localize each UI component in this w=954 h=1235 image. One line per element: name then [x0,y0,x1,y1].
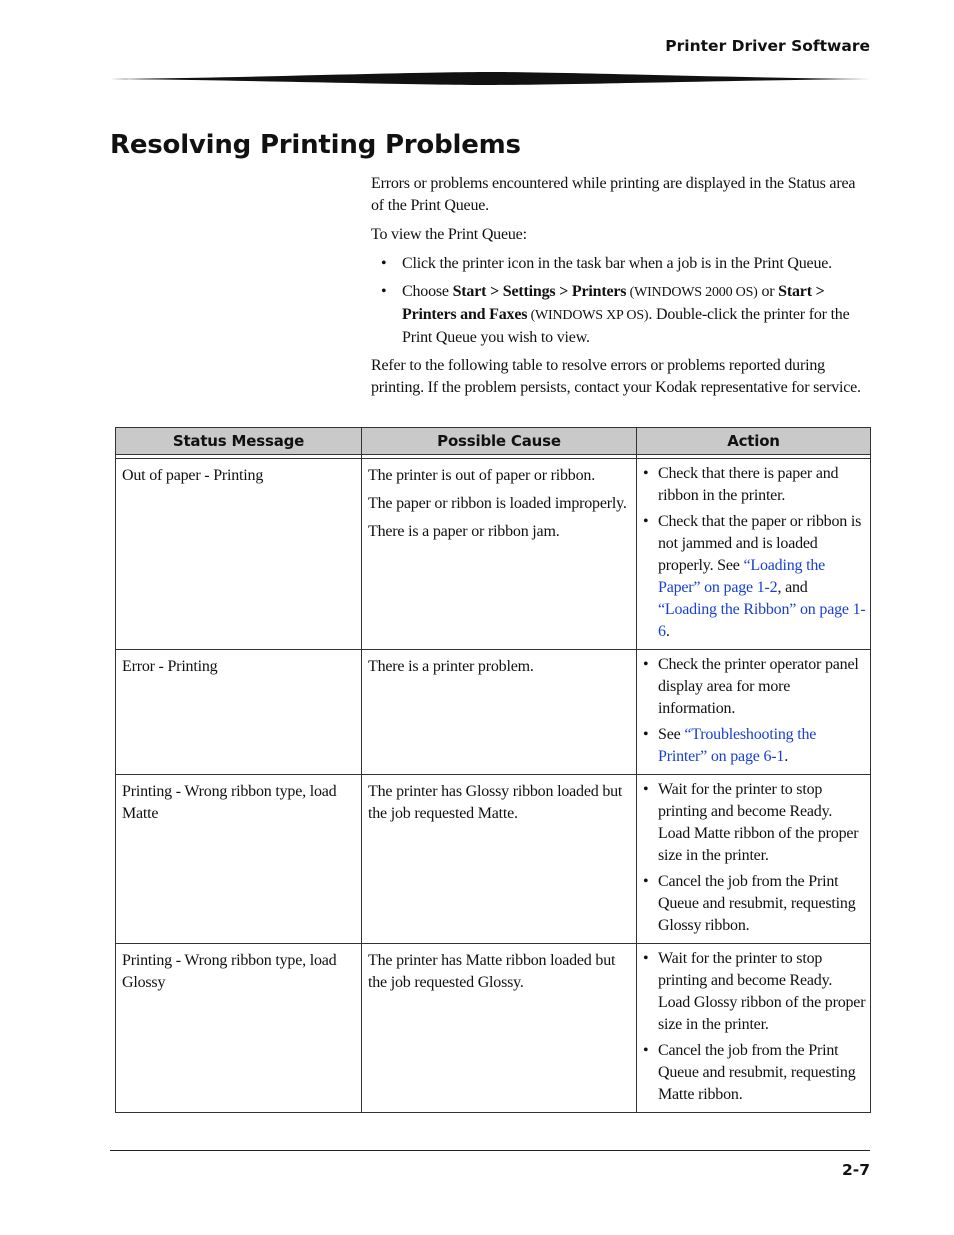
table-row [116,650,871,775]
action-list [641,463,868,643]
instruction-item [371,253,866,275]
intro-paragraph: To view the Print Queue: [371,226,527,243]
action-item: • Wait for the printer to stop printing and become Ready. Load Matte ribbon of the proper size in the printer. [641,779,868,867]
table-row [116,459,871,650]
column-header-status: Status Message [116,428,362,455]
instruction-item [371,281,866,349]
instruction-text: or [757,283,779,300]
status-cell: Error - Printing [116,650,362,775]
action-list [641,779,868,937]
action-item: • Check the printer operator panel display area for more information. [641,654,868,720]
action-cell [637,775,871,944]
status-cell: Printing - Wrong ribbon type, load Matte [116,775,362,944]
instruction-list [371,253,866,349]
troubleshooting-table [115,427,871,1113]
cause-cell [362,775,637,944]
instruction-text: Choose [402,283,453,300]
column-header-action: Action [637,428,871,455]
instruction-text: . Double-click the printer for the Print Queue you wish to view. [402,306,850,346]
page-number: 2-7 [841,1161,870,1179]
action-cell [637,459,871,650]
menu-path: Start > Printers and Faxes [402,283,825,323]
table-row [116,775,871,944]
menu-path: Start > Settings > Printers [452,283,627,300]
action-cell [637,650,871,775]
instruction-text: Click the printer icon in the task bar when a job is in the Print Queue. [402,255,832,272]
status-cell: Printing - Wrong ribbon type, load Glossy [116,944,362,1113]
cross-reference-link[interactable]: “Loading the Paper” on page 1-2 [658,557,826,596]
action-item: • Cancel the job from the Print Queue and resubmit, requesting Glossy ribbon. [641,871,868,937]
cause-text: The printer has Matte ribbon loaded but the job requested Glossy. [368,952,616,991]
action-item: • Check that there is paper and ribbon in the printer. [641,463,868,507]
footer-rule [110,1150,870,1151]
header-swoosh-rule [110,70,870,86]
action-item [641,511,868,643]
action-item [641,724,868,768]
action-text: See [658,726,685,743]
running-header-title: Printer Driver Software [665,37,870,55]
action-text: . [784,748,788,765]
status-cell: Out of paper - Printing [116,459,362,650]
table-row [116,944,871,1113]
intro-paragraph: Refer to the following table to resolve errors or problems reported during printing. If the problem persists, contact your Kodak representative for service. [371,357,861,396]
os-label: (WINDOWS XP OS) [527,308,649,323]
intro-paragraph: Errors or problems encountered while printing are displayed in the Status area of the Print Queue. [371,175,856,214]
action-list [641,654,868,768]
cause-cell [362,944,637,1113]
column-header-cause: Possible Cause [362,428,637,455]
cause-text: The paper or ribbon is loaded improperly. [368,495,627,512]
action-item: • Wait for the printer to stop printing and become Ready. Load Glossy ribbon of the proper size in the printer. [641,948,868,1036]
action-text: Check that the paper or ribbon is not jammed and is loaded properly. See [658,513,862,574]
action-list [641,948,868,1106]
cause-cell [362,650,637,775]
page-title: Resolving Printing Problems [110,130,521,160]
os-label: (WINDOWS 2000 OS) [626,285,758,300]
action-text: , and [777,579,808,596]
action-item: • Cancel the job from the Print Queue and resubmit, requesting Matte ribbon. [641,1040,868,1106]
action-text: . [665,623,670,640]
intro-section [371,173,866,406]
cause-cell [362,459,637,650]
action-cell [637,944,871,1113]
cross-reference-link[interactable]: “Loading the Ribbon” on page 1-6 [658,601,866,640]
table-header-row [116,428,871,455]
cross-reference-link[interactable]: “Troubleshooting the Printer” on page 6-1 [658,726,817,765]
cause-text: The printer is out of paper or ribbon. [368,467,596,484]
cause-text: There is a paper or ribbon jam. [368,523,560,540]
cause-text: The printer has Glossy ribbon loaded but the job requested Matte. [368,783,623,822]
cause-text: There is a printer problem. [368,658,534,675]
